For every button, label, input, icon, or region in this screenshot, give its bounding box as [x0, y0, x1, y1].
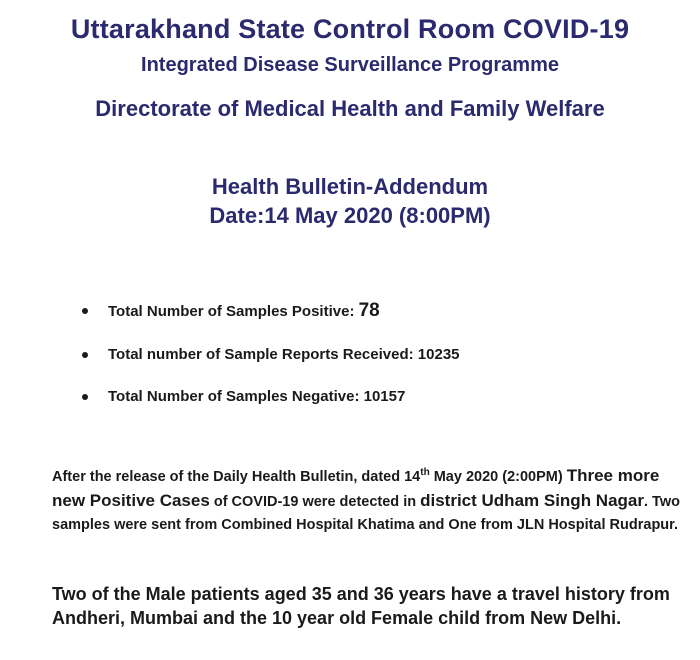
stat-label: Total number of Sample Reports Received:	[108, 346, 418, 363]
new-cases-highlight: Three more new Positive Cases	[52, 466, 660, 510]
stat-value: 10235	[417, 346, 460, 363]
bullet-icon	[82, 352, 88, 358]
bulletin-date: Date:14 May 2020 (8:00PM)	[209, 203, 491, 228]
stat-reports-received	[82, 346, 460, 363]
stat-label: Total Number of Samples Negative:	[108, 388, 364, 405]
page-title: Uttarakhand State Control Room COVID-19	[70, 14, 630, 44]
directorate-subtitle: Directorate of Medical Health and Family Welfare	[95, 96, 605, 121]
bullet-icon	[82, 394, 88, 400]
stat-label: Total Number of Samples Positive:	[108, 303, 359, 320]
stat-samples-positive	[82, 300, 380, 322]
stat-samples-negative	[82, 388, 405, 405]
stat-value: 78	[358, 300, 380, 321]
bulletin-heading: Health Bulletin-Addendum	[211, 174, 489, 199]
update-paragraph	[52, 464, 692, 537]
update-text-part2: May 2020 (2:00PM)	[429, 469, 567, 485]
programme-subtitle: Integrated Disease Surveillance Programme	[141, 54, 559, 76]
date-ordinal-suffix: th	[420, 467, 430, 479]
patient-details-paragraph: Two of the Male patients aged 35 and 36 years have a travel history from Andheri, Mumbai and the 10 year old Female child from New Delhi.	[52, 584, 670, 628]
update-text-part4: . Two samples were sent from Combined Hospital Khatima and One from JLN Hospital Rudrapur.	[52, 494, 680, 533]
bullet-icon	[82, 308, 88, 314]
stat-value: 10157	[363, 388, 406, 405]
update-text-part3: of COVID-19 were detected in	[209, 494, 421, 510]
district-highlight: district Udham Singh Nagar	[420, 491, 644, 510]
update-text-part1: After the release of the Daily Health Bulletin, dated 14	[52, 469, 421, 485]
